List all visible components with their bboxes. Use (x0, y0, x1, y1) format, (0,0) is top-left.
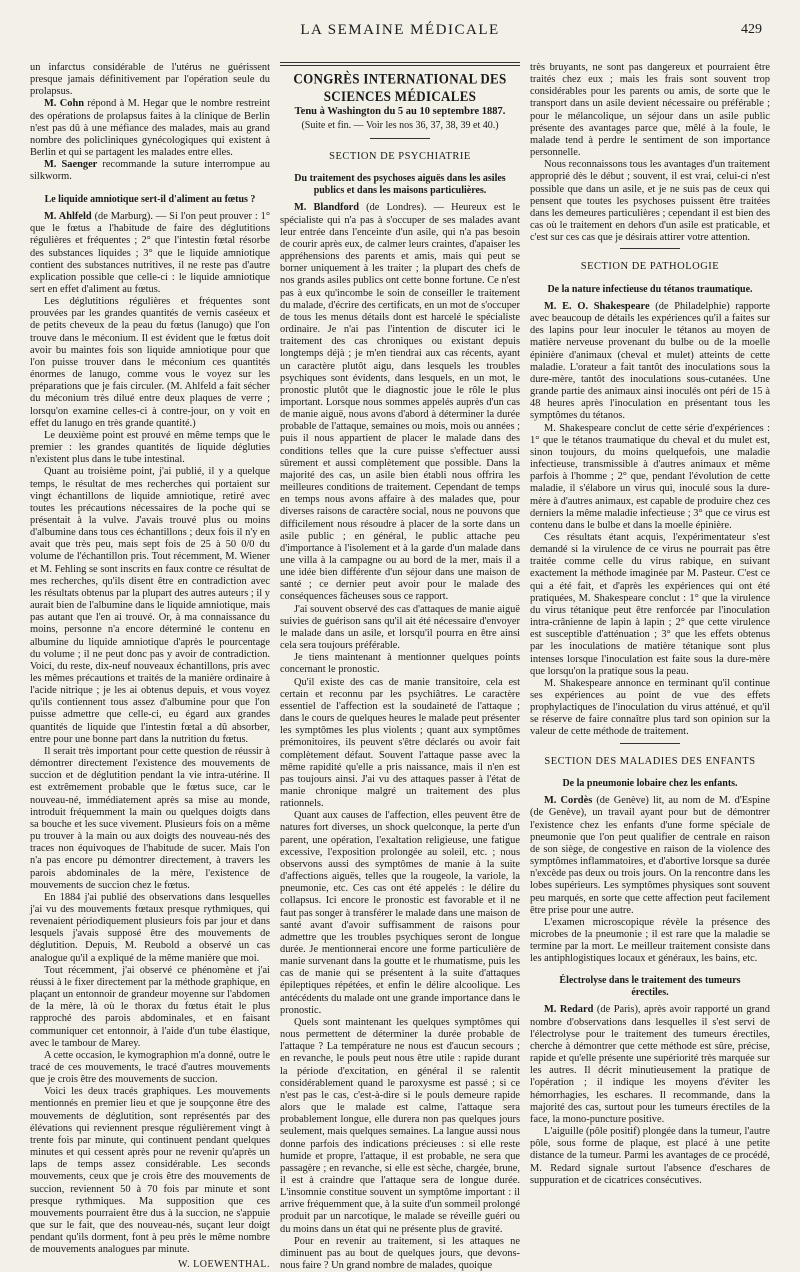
column-left (30, 62, 270, 1270)
divider (620, 743, 680, 744)
paragraph: Quant au troisième point, j'ai publié, il y a quelque temps, le résultat de mes recherches qui portaient sur vingt échantillons de liquide amniotique, retiré avec toutes les précautions nécessaires de la poche qui se présentait à la vulve. J'avais trouvé plus ou moins d'albumine dans tous ces échantillons ; deux fois il n'y en avait que très peu, mais sept fois de 25 à 50 0/0 du volume de l'échantillon pris. Tout récemment, M. Wiener et M. Fehling se sont inscrits en faux contre ce résultat de mes recherches, qu'ils disent être en contradiction avec les résultats obtenus par la plupart des autres auteurs ; il y aurait bien de l'albumine dans le liquide amniotique, mais pas autant que l'en ai trouvé. Or, à ma connaissance du moins, personne n'a encore déterminé le contenu en albumine du liquide amniotique d'après le pourcentage du volume ; il ne peut donc pas y avoir de contradiction. Voici, du reste, dix-neuf nouveaux échantillons, pris avec les mêmes précautions et traités de la manière ordinaire à l'acide nitrique ; je les ai obtenus depuis, et vous voyez qu'ils contiennent tous assez d'albumine pour que l'on puisse admettre que celle-ci, eu égard aux grandes quantités de liquide que l'intestin fœtal a dû absorber, entre pour une bonne part dans la nutrition du fœtus. (30, 466, 270, 745)
paragraph: un infarctus considérable de l'utérus ne guérissent presque jamais définitivement par l'opération seule du prolapsus. (30, 62, 270, 98)
congress-continuation-note: (Suite et fin. — Voir les nos 36, 37, 38, 39 et 40.) (301, 120, 499, 132)
speaker-name: M. Blandford (294, 202, 360, 214)
article-title: Du traitement des psychoses aiguës dans les asiles publics et dans les maisons particulières. (294, 173, 506, 196)
paragraph-text: recommande la suture interrompue au silkworm. (30, 159, 270, 183)
speaker-name: M. E. O. Shakespeare (544, 301, 650, 312)
paragraph-text: (de Philadelphie) rapporte avec beaucoup de détails les expériences qu'il a faites sur des lapins pour leur inoculer le tétanos au moyen de matière nerveuse provenant du bulbe ou de la moelle épinière d'animaux (cheval et mulet) atteints de cette maladie. L'orateur a fait tantôt des inoculations sous la dure-mère, tantôt des inoculations sous-cutanées. Une grande partie des animaux ainsi inoculés ont péri de 15 à 48 heures après l'inoculation en présentant tous les symptômes du tétanos. (530, 301, 770, 422)
paragraph (30, 159, 270, 183)
article-title: Le liquide amniotique sert-il d'aliment au fœtus ? (44, 193, 256, 205)
paragraph: M. Shakespeare conclut de cette série d'expériences : 1° que le tétanos traumatique du cheval et du mulet est, sinon toujours, du moins quelquefois, une maladie infectieuse, transmissible à d'autres animaux et même parfois à l'homme ; 2° que, pendant l'évolution de cette maladie, il s'élabore un virus qui, inoculé sous la dure-mère à d'autres animaux, est capable de produire chez ces derniers la même maladie infectieuse ; 3° que ce virus est contenu dans le bulbe et dans la moelle épinière. (530, 422, 770, 531)
paragraph: très bruyants, ne sont pas dangereux et pourraient être traités chez eux ; mais les frais sont souvent trop considérables pour les parents ou amis, de sorte que le transport dans un asile devient nécessaire ou préférable ; pour le mélancolique, un séjour dans un asile public présente des avantages parce que, mêlé à la foule, le malade tend à perdre le sentiment de son importance personnelle. (530, 62, 770, 159)
paragraph: Ces résultats étant acquis, l'expérimentateur s'est demandé si la virulence de ce virus ne pourrait pas être traitée comme celle du virus rabique, en suivant exactement la méthode imaginée par M. Pasteur. C'est ce qui a été fait, et d'après les expériences qui ont été pratiquées, M. Shakespeare conclut : 1° que la virulence du virus tétanique peut être renforcée par l'inoculation intra-crânienne de lapin à lapin ; 2° que cette virulence est susceptible d'atténuation ; 3° que les effets obtenus par les inoculations de matière tétanique sont plus intenses lorsque l'inoculation est faite sous la dure-mère que lorsqu'on la pratique sous la peau. (530, 531, 770, 677)
speaker-name: M. Ahlfeld (44, 211, 92, 223)
paragraph: L'examen microscopique révèle la présence des microbes de la pneumonie ; il est rare que la maladie se termine par la mort. Le meilleur traitement consiste dans les antiphlogistiques locaux et généraux, les bains, etc. (530, 916, 770, 965)
paragraph: Qu'il existe des cas de manie transitoire, cela est certain et reconnu par les psychiâtres. Le caractère essentiel de l'affection est la soudaineté de l'attaque ; dans le cours de quelques heures le malade peut présenter les symptômes les plus violents ; quant aux symptômes prémonitoires, ils peuvent s'être déclarés ou avoir fait complètement défaut. Souvent l'attaque passe avec la même rapidité qu'elle a pris naissance, mais il n'en est pas toujours ainsi. J'ai vu des attaques passer à l'état de manie chronique malgré un traitement des plus rationnels. (280, 676, 520, 810)
paragraph (530, 795, 770, 917)
paragraph-text: répond à M. Hegar que le nombre restreint des opérations de prolapsus faites à la clinique de Berlin n'est pas dû à une méfiance des malades, mais au grand nombre des policliniques gynécologiques qui existent à Berlin et qui se partagent les malades entre elles. (30, 98, 270, 159)
paragraph-text: (de Londres). — Heureux est le spécialiste qui n'a pas à s'occuper de ses malades avant leur entrée dans l'enceinte d'un asile, qui n'a pas besoin de courir après eux, de calmer leurs craintes, d'apaiser les appréhensions des parents et amis, mais qui peut se borner uniquement à les traiter ; la plupart des chefs de nos grands asiles publics ont cette bonne fortune. Ce n'est pas à eux qu'incombe le soin de conseiller le traitement du malade, d'écrire des certificats, en un mot de s'occuper de tous les menus détails dont est harcelé le spécialiste ordinaire. Je n'ai pas l'intention de discuter ici le traitement des cas chroniques ou existant depuis longtemps déjà ; je m'en tiendrai aux cas récents, ayant un caractère plutôt aigu, dans lesquels les troubles psychiques sont évidents, dans lesquels, en un mot, le pronostic plutôt que le diagnostic joue le rôle le plus important. Lorsque nous sommes appelés auprès d'un cas de manie aiguë, nous avons d'abord à déterminer la durée probable de l'attaque, semaines ou mois, mois ou années ; puis il nous appartient de placer le malade dans des conditions telles que la cure puisse s'effectuer aussi sûrement et aussi complètement que possible. Dans la majorité des cas, un asile bien établi nous offrira les meilleures conditions de traitement. Cependant de temps en temps nous avons affaire à des malades que, pour diverses raisons de caractère social, nous ne pouvons que difficilement nous résoudre à placer de la sorte dans un asile public ; en général, le public attache peu d'importance à l'isolement et à la garde d'un malade dans une villa à la campagne ou au bord de la mer, mais il a une idée bien différente d'un séjour dans une maison de santé ; ce dernier peut avoir pour le malade des conséquences fâcheuses sous ce rapport. (280, 202, 520, 603)
paragraph: Les déglutitions régulières et fréquentes sont prouvées par les grandes quantités de vernis caséeux et de petits cheveux de la peau du fœtus (lanugo) que l'on trouve dans le méconium. Il est évident que le fœtus doit avoir bu maintes fois son liquide amniotique pour que l'on puisse trouver dans le méconium ces quantités énormes de lanugo, comme vous le voyez sur les préparations que je fais circuler. (M. Ahlfeld a fait sécher du méconium très dilué entre deux plaques de verre ; lorsqu'on examine celles-ci à contre-jour, on y voit en effet du lanugo en très grande quantité.) (30, 296, 270, 429)
paragraph: Nous reconnaissons tous les avantages d'un traitement approprié dès le début ; souvent, il est vrai, celui-ci n'est possible que dans un asile, et je ne suis pas de ceux qui pensent que toutes les psychoses puissent être traitées dans les demeures particulières ; cependant il est bien des cas où le traitement en dehors d'un asile est praticable, et c'est sur ces cas que je désirais attirer votre attention. (530, 159, 770, 244)
section-heading: SECTION DE PATHOLOGIE (580, 261, 720, 273)
paragraph: Je tiens maintenant à mentionner quelques points concernant le pronostic. (280, 652, 520, 676)
section-heading: SECTION DE PSYCHIATRIE (329, 151, 471, 163)
speaker-name: M. Cordès (544, 795, 593, 807)
paragraph: Il serait très important pour cette question de réussir à démontrer directement l'existence des mouvements de succion et de déglutition pendant la vie intra-utérine. Il est extrêmement probable que le fœtus suce, car le nouveau-né, immédiatement après sa mise au monde, introduit fréquemment la main ou quelques doigts dans sa bouche et les suce vivement. Plusieurs fois on a même pu trouver à la main ou aux doigts des nouveau-nés des traces non équivoques de l'habitude de sucer. Mais l'on n'a pas encore pu démontrer directement, à travers les parois abdominales de la mère, l'existence de mouvements de succion chez le fœtus. (30, 745, 270, 891)
paragraph-text: (de Genève) lit, au nom de M. d'Espine (de Genève), un travail ayant pour but de démontrer l'existence chez les enfants d'une forme spéciale de pneumonie que l'on peut qualifier de centrale en raison de son siège, de congestive en raison de la violence des symptômes inflammatoires, et d'abortive lorsque sa durée n'excède pas deux ou trois jours. On la rencontre dans les lobes supérieurs. Les symptômes physiques sont souvent peu marqués, en sorte que cette affection peut facilement être prise pour une autre. (530, 795, 770, 916)
text-columns (30, 62, 771, 1272)
section-heading: SECTION DES MALADIES DES ENFANTS (544, 755, 756, 767)
paragraph: Quant aux causes de l'affection, elles peuvent être de natures fort diverses, un shock quelconque, la perte d'un parent, une opération, l'exaltation religieuse, une fatigue excessive, l'exposition prolongée au soleil, etc. ; nous observons aussi des symptômes de manie à la suite d'affections aiguës, telles que la rougeole, la variole, la pneumonie, etc. Ces cas ont été appelés : le délire du collapsus. Ici encore le pronostic est favorable et il ne faut pas songer à transférer le malade dans une maison de santé avant d'avoir suffisamment de raisons pour admettre que les troubles psychiques seront de longue durée. Je mentionnerai encore une forme particulière de manie survenant dans la goutte et le rhumatisme, puis les cas de manie qui se présentent à la suite d'attaques épileptiques répétées, et enfin le délire alcoolique. Les antécédents du malade ont une grande importance dans le pronostic. (280, 810, 520, 1016)
column-right (530, 62, 771, 1186)
congress-title: CONGRÈS INTERNATIONAL DES SCIENCES MÉDICALES (293, 69, 507, 105)
article-title: Électrolyse dans le traitement des tumeurs érectiles. (559, 975, 741, 998)
paragraph: A cette occasion, le kymographion m'a donné, outre le tracé de ces mouvements, le tracé d'autres mouvements que je crois être des mouvements de succion. (30, 1049, 270, 1086)
article-title: De la nature infectieuse du tétanos traumatique. (547, 283, 753, 295)
paragraph (30, 211, 270, 296)
speaker-name: M. Redard (544, 1004, 594, 1016)
paragraph (530, 1004, 770, 1126)
paragraph: En 1884 j'ai publié des observations dans lesquelles j'ai vu des mouvements fœtaux presque rythmiques, qui revenaient périodiquement plusieurs fois par jour et dans lesquels j'avais supposé être des mouvements de déglutition. Depuis, M. Reubold a observé un cas analogue qu'il a expliqué de la même manière que moi. (30, 891, 270, 964)
speaker-name: M. Saenger (44, 159, 98, 171)
paragraph (280, 202, 520, 603)
paragraph: Quels sont maintenant les quelques symptômes qui nous permettent de déterminer la durée probable de l'attaque ? La température ne nous est d'aucun secours ; en revanche, le pouls peut nous être utile : rapide durant la période d'excitation, en général il se ralentit considérablement quand le paroxysme est passé ; si ce n'est pas le cas, c'est-à-dire si le pouls demeure rapide alors que le malade est calme, l'attaque sera probablement longue, elle durera non pas quelques jours seulement, mais quelques semaines. La langue aussi nous donne parfois des indications précieuses : si elle reste humide et propre, l'attaque, il est probable, ne sera que passagère ; en revanche, si elle est sèche, chargée, brune, il est à craindre que l'attaque sera de longue durée. L'insomnie constitue souvent un symptôme important : il arrive fréquemment que, à la suite d'un sommeil prolongé produit par un narcotique, le malade se réveille guéri ou du moins dans un état qui ne présente plus de gravité. (280, 1016, 520, 1235)
running-title: LA SEMAINE MÉDICALE (300, 22, 500, 38)
page-number: 429 (741, 22, 762, 37)
paragraph: Tout récemment, j'ai observé ce phénomène et j'ai réussi à le fixer directement par la méthode graphique, en plaçant un entonnoir de grandeur moyenne sur l'abdomen de la mère, là où le thorax du fœtus était le plus rapproché des parois abdominales, et en faisant communiquer cet entonnoir, à l'aide d'un tube élastique, avec le tambour de Marey. (30, 964, 270, 1049)
congress-subtitle: Tenu à Washington du 5 au 10 septembre 1887. (294, 106, 506, 117)
paragraph (530, 301, 770, 423)
paragraph-text: (de Paris), après avoir rapporté un grand nombre d'observations dans lesquelles il s'est servi de l'électrolyse pour le traitement des tumeurs érectiles, cherche à démontrer que cette méthode est sûre, précise, rapide et qu'elle présente une supériorité très marquée sur les autres. Il décrit minutieusement la pratique de l'opération ; il indique les moyens d'éviter les hémorrhagies, les eschares. Il recommande, dans la majorité des cas, surtout pour les tumeurs érectiles de la face, la mono-puncture positive. (530, 1004, 771, 1125)
paragraph-text: (de Marburg). — Si l'on peut prouver : 1° que le fœtus a l'habitude de faire des déglutitions régulières et fréquentes ; 2° que l'intestin fœtal résorbe des substances liquides ; 3° que le liquide amniotique contient des substances nutritives, il ne reste pas d'autre explication possible que celle-ci : le liquide amniotique sert en effet d'aliment au fœtus. (30, 211, 270, 295)
article-title: De la pneumonie lobaire chez les enfants. (562, 777, 738, 789)
speaker-name: M. Cohn (44, 98, 85, 110)
column-middle (280, 62, 520, 1272)
paragraph: Le deuxième point est prouvé en même temps que le premier : les grandes quantités de liquide dégluties n'existent plus dans le tube intestinal. (30, 429, 270, 466)
author-signature: W. LOEWENTHAL. (178, 1258, 270, 1270)
paragraph: J'ai souvent observé des cas d'attaques de manie aiguë suivies de guérison sans qu'il ait été nécessaire d'envoyer le malade dans un asile, et lorsqu'il pourra en être ainsi cela sera toujours préférable. (280, 603, 520, 652)
paragraph (30, 98, 270, 159)
divider (370, 138, 430, 139)
paragraph: L'aiguille (pôle positif) plongée dans la tumeur, l'autre pôle, sous forme de plaque, est placé à une petite distance de la tumeur. Parmi les avantages de ce procédé, M. Redard signale surtout l'absence d'eschares de suppuration et de cicatrices consécutives. (530, 1126, 770, 1186)
title-rule (280, 62, 520, 66)
paragraph: M. Shakespeare annonce en terminant qu'il continue ses expériences au point de vue des effets prophylactiques de l'inoculation du virus atténué, et qu'il se réserve de faire connaître plus tard son opinion sur la valeur de cette méthode de traitement. (530, 677, 770, 738)
paragraph: Voici les deux tracés graphiques. Les mouvements mentionnés en premier lieu et que je soupçonne être des mouvements de déglutition, sont représentés par des élévations qui reviennent presque régulièrement vingt à trente fois par minute, qui continuent pendant quelques minutes et qui cessent après pour ne revenir qu'après un laps de temps assez considérable. Les seconds mouvements, ceux que je crois être des mouvements de succion, reviennent 50 à 70 fois par minute et sont presque rythmiques. Ma supposition que ces mouvements pourraient être dus à la succion, ne s'appuie que sur le fait, que des nouveau-nés, suçant leur doigt pendant qu'ils dorment, font à peu près le même nombre de mouvements analogues par minute. (30, 1086, 270, 1256)
page-header (30, 22, 770, 42)
paragraph: Pour en revenir au traitement, si les attaques ne diminuent pas au bout de quelques jours, que devons-nous faire ? Un grand nombre de malades, quoique (280, 1235, 520, 1272)
divider (620, 248, 680, 249)
